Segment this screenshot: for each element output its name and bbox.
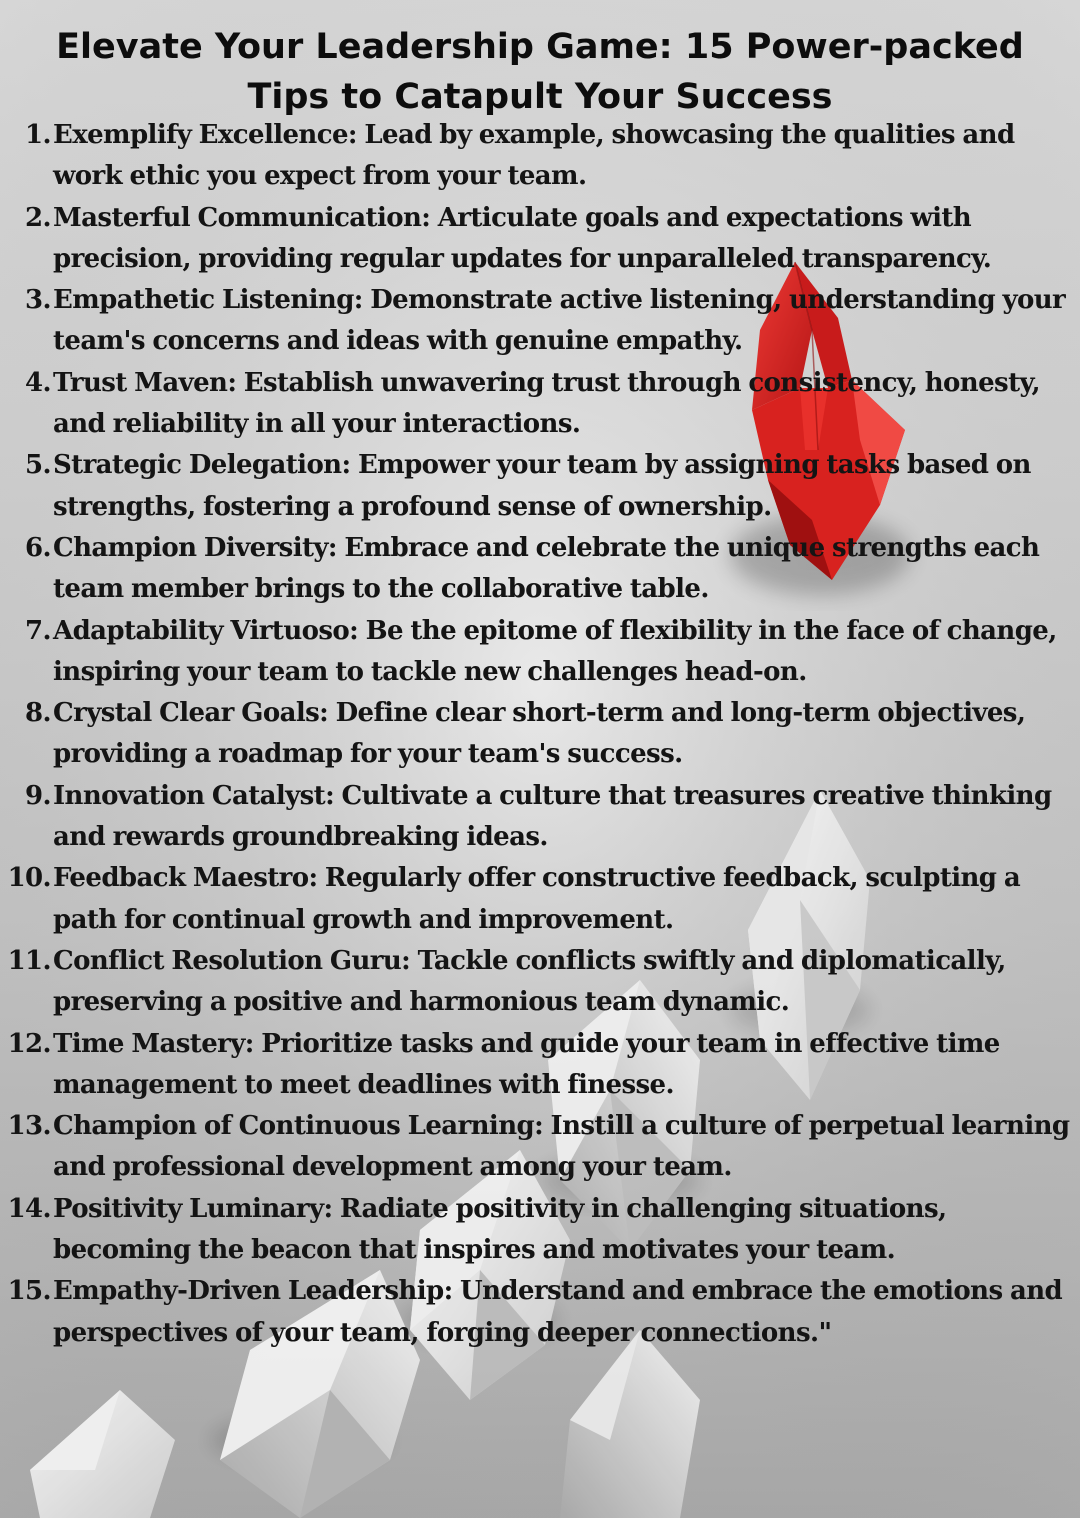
tip-item [0,280,1080,363]
tip-item [0,445,1080,528]
tip-number: 2. [25,202,51,233]
tip-text: Positivity Luminary: Radiate positivity in challenging situations, becoming the beacon that inspires and motivates your team. [53,1193,947,1266]
tip-item [0,1271,1080,1354]
tip-item [0,115,1080,198]
tip-number: 9. [25,780,51,811]
tip-item [0,693,1080,776]
tip-number: 10. [7,863,51,894]
tip-text: Empathy-Driven Leadership: Understand and embrace the emotions and perspectives of your team, forging deeper connections." [53,1276,1063,1348]
tip-number: 14. [7,1193,51,1224]
tip-text: Trust Maven: Establish unwavering trust through consistency, honesty, and reliability in all your interactions. [53,367,1040,440]
tip-item [0,198,1080,281]
tip-text: Exemplify Excellence: Lead by example, showcasing the qualities and work ethic you expect from your team. [53,120,1015,192]
tip-number: 11. [7,945,51,976]
tip-item [0,776,1080,859]
tip-number: 4. [25,367,51,398]
tip-item [0,1189,1080,1272]
tip-number: 1. [25,120,51,150]
title-line-2: Tips to Catapult Your Success [247,77,833,117]
tip-text: Empathetic Listening: Demonstrate active listening, understanding your team's concerns and ideas with genuine empathy. [53,285,1066,357]
tip-item [0,611,1080,694]
tip-item [0,941,1080,1024]
tip-text: Champion of Continuous Learning: Instill a culture of perpetual learning and professional development among your team. [53,1111,1070,1183]
tip-text: Time Mastery: Prioritize tasks and guide your team in effective time management to meet deadlines with finesse. [53,1028,1000,1100]
title-line-1: Elevate Your Leadership Game: 15 Power-packed [56,27,1024,67]
tip-item [0,858,1080,941]
tip-number: 8. [25,698,51,729]
tip-text: Crystal Clear Goals: Define clear short-term and long-term objectives, providing a roadmap for your team's success. [53,698,1026,770]
tip-text: Masterful Communication: Articulate goals and expectations with precision, providing regular updates for unparalleled transparency. [53,202,992,274]
tip-text: Adaptability Virtuoso: Be the epitome of flexibility in the face of change, inspiring your team to tackle new challenges head-on. [53,615,1057,687]
tip-text: Champion Diversity: Embrace and celebrate the unique strengths each team member brings to the collaborative table. [53,532,1040,605]
tip-item [0,1024,1080,1107]
tip-text: Innovation Catalyst: Cultivate a culture that treasures creative thinking and rewards groundbreaking ideas. [53,780,1052,853]
tip-number: 3. [25,285,51,316]
tip-text: Conflict Resolution Guru: Tackle conflicts swiftly and diplomatically, preserving a positive and harmonious team dynamic. [53,945,1006,1018]
tip-number: 6. [25,532,51,563]
tip-item [0,1106,1080,1189]
tips-list [0,115,1080,1354]
tip-item [0,363,1080,446]
tip-number: 5. [25,450,51,481]
page-title [20,22,1060,122]
tip-number: 7. [25,615,51,646]
tip-text: Feedback Maestro: Regularly offer constructive feedback, sculpting a path for continual growth and improvement. [53,863,1021,935]
tip-number: 12. [7,1028,51,1059]
tip-item [0,528,1080,611]
tip-number: 13. [7,1111,51,1142]
tip-text: Strategic Delegation: Empower your team by assigning tasks based on strengths, fostering a profound sense of ownership. [53,450,1031,522]
tip-number: 15. [7,1276,51,1307]
